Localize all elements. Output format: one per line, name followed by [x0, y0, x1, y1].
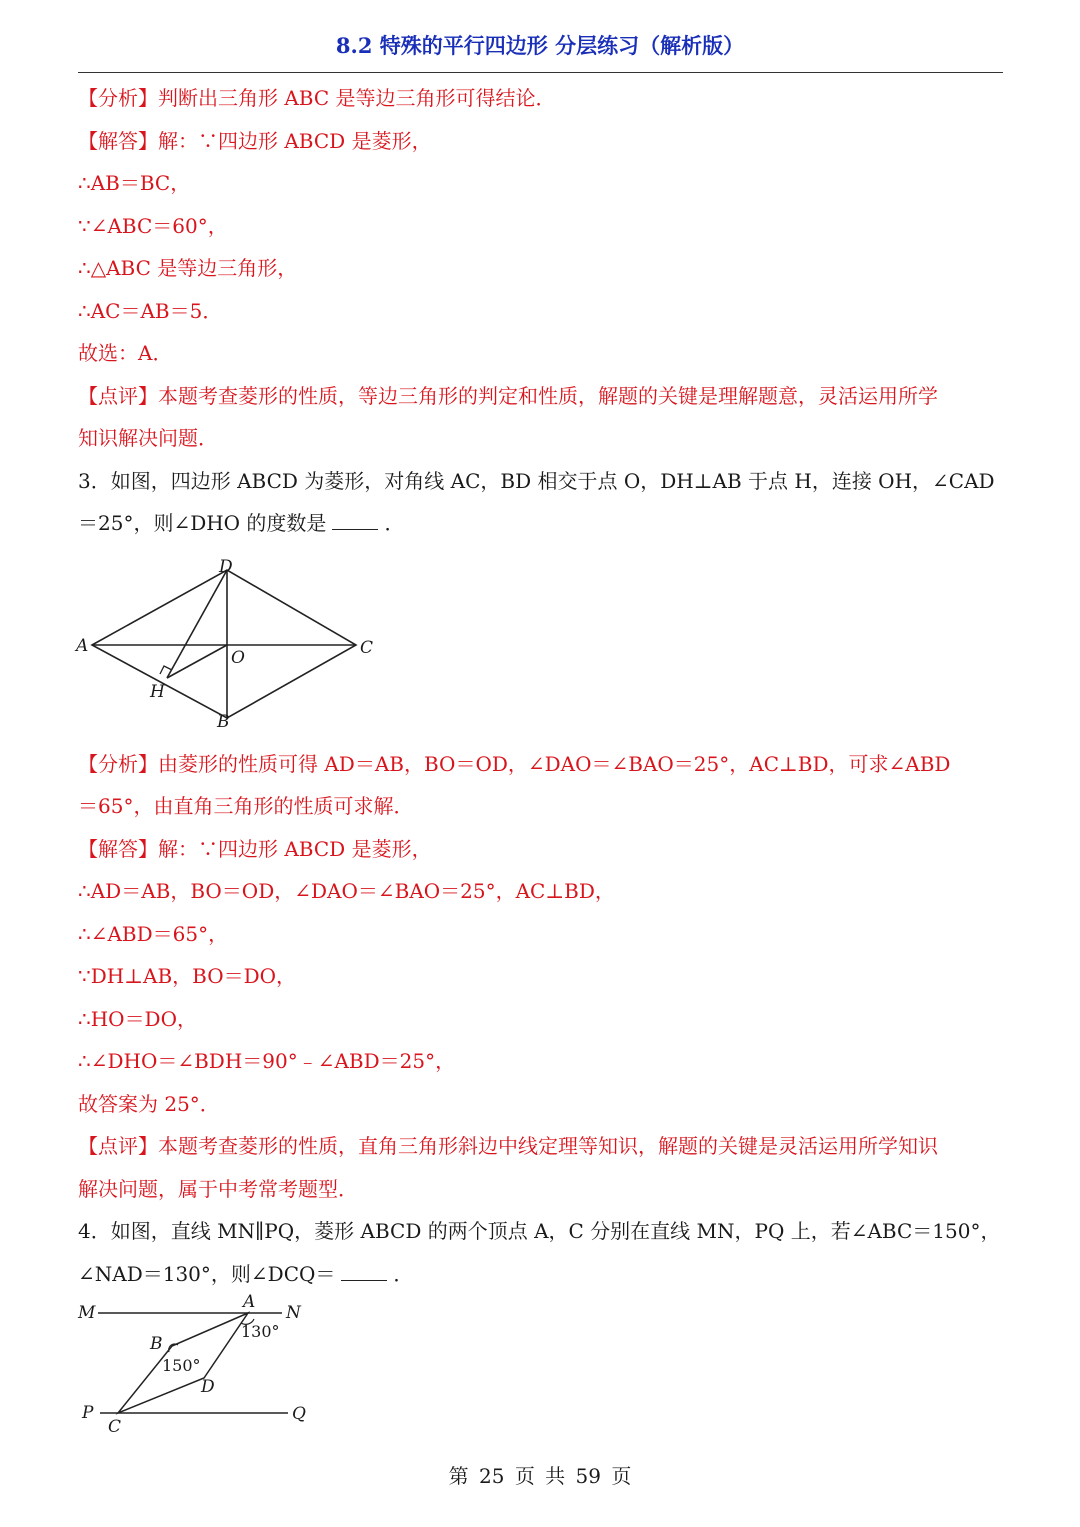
- q3-comment-line-1: 【点评】本题考查菱形的性质，直角三角形斜边中线定理等知识，解题的关键是灵活运用所学知识: [78, 1134, 938, 1158]
- q4-parallel-lines-figure: [70, 1292, 320, 1442]
- q4-stem-end: ．: [393, 1262, 414, 1286]
- q4-stem-text: ∠NAD＝130°，则∠DCQ＝: [78, 1262, 336, 1286]
- page-number: 第 25 页 共 59 页: [448, 1464, 632, 1488]
- q3-rhombus-figure: [70, 550, 390, 735]
- rhombus-abcd: [92, 570, 356, 718]
- label-q: Q: [292, 1404, 306, 1424]
- q3-answer-line-1: 【解答】解：∵四边形 ABCD 是菱形，: [78, 837, 432, 861]
- label-c: C: [108, 1417, 122, 1437]
- q3-answer-line-5: ∴HO＝DO，: [78, 1007, 197, 1031]
- q3-answer-line-6: ∴∠DHO＝∠BDH＝90°﹣∠ABD＝25°，: [78, 1049, 456, 1073]
- q3-analysis-line-1: 【分析】由菱形的性质可得 AD＝AB，BO＝OD，∠DAO＝∠BAO＝25°，AC⊥BD，可求∠ABD: [78, 752, 951, 776]
- q3-answer-blank: [332, 513, 378, 530]
- angle-label-130: 130°: [241, 1322, 280, 1341]
- label-d: D: [219, 557, 233, 577]
- prev-comment-line-2: 知识解决问题．: [78, 426, 218, 450]
- angle-label-150: 150°: [162, 1356, 201, 1375]
- prev-answer-line-5: ∴AC＝AB＝5．: [78, 299, 223, 323]
- q3-stem-end: ．: [384, 511, 405, 535]
- q3-comment-line-2: 解决问题，属于中考常考题型．: [78, 1177, 358, 1201]
- q3-answer-line-3: ∴∠ABD＝65°，: [78, 922, 229, 946]
- label-b: B: [150, 1334, 163, 1354]
- label-a: A: [243, 1292, 256, 1312]
- q3-stem-line-2: [78, 508, 1008, 538]
- prev-analysis: 【分析】判断出三角形 ABC 是等边三角形可得结论．: [78, 86, 556, 110]
- page-title: 8.2 特殊的平行四边形 分层练习（解析版）: [335, 33, 745, 58]
- q3-stem-line-1: 3．如图，四边形 ABCD 为菱形，对角线 AC，BD 相交于点 O，DH⊥AB 于点 H，连接 OH，∠CAD: [78, 469, 995, 493]
- header-divider: [78, 72, 1003, 73]
- prev-comment-line-1: 【点评】本题考查菱形的性质，等边三角形的判定和性质，解题的关键是理解题意，灵活运用所学: [78, 384, 938, 408]
- label-h: H: [150, 682, 165, 702]
- label-m: M: [78, 1303, 96, 1323]
- q4-stem-line-2: [78, 1259, 1008, 1289]
- q4-stem-line-1: 4．如图，直线 MN∥PQ，菱形 ABCD 的两个顶点 A，C 分别在直线 MN，PQ 上，若∠ABC＝150°，: [78, 1219, 1001, 1243]
- label-b: B: [217, 712, 230, 732]
- q3-analysis-line-2: ＝65°，由直角三角形的性质可求解．: [78, 794, 414, 818]
- q3-answer-line-7: 故答案为 25°．: [78, 1092, 220, 1116]
- label-o: O: [231, 648, 245, 668]
- q3-answer-line-4: ∵DH⊥AB，BO＝DO，: [78, 964, 297, 988]
- q4-answer-blank: [341, 1264, 387, 1281]
- prev-answer-line-2: ∴AB＝BC，: [78, 171, 191, 195]
- q3-stem-text: ＝25°，则∠DHO 的度数是: [78, 511, 327, 535]
- prev-answer-line-4: ∴△ABC 是等边三角形，: [78, 256, 298, 280]
- label-c: C: [360, 638, 374, 658]
- label-n: N: [286, 1303, 301, 1323]
- label-a: A: [76, 636, 89, 656]
- prev-answer-line-6: 故选：A．: [78, 341, 173, 365]
- label-p: P: [82, 1403, 94, 1423]
- label-d: D: [201, 1377, 215, 1397]
- prev-answer-line-1: 【解答】解：∵四边形 ABCD 是菱形，: [78, 129, 432, 153]
- q3-answer-line-2: ∴AD＝AB，BO＝OD，∠DAO＝∠BAO＝25°，AC⊥BD，: [78, 879, 615, 903]
- prev-answer-line-3: ∵∠ABC＝60°，: [78, 214, 228, 238]
